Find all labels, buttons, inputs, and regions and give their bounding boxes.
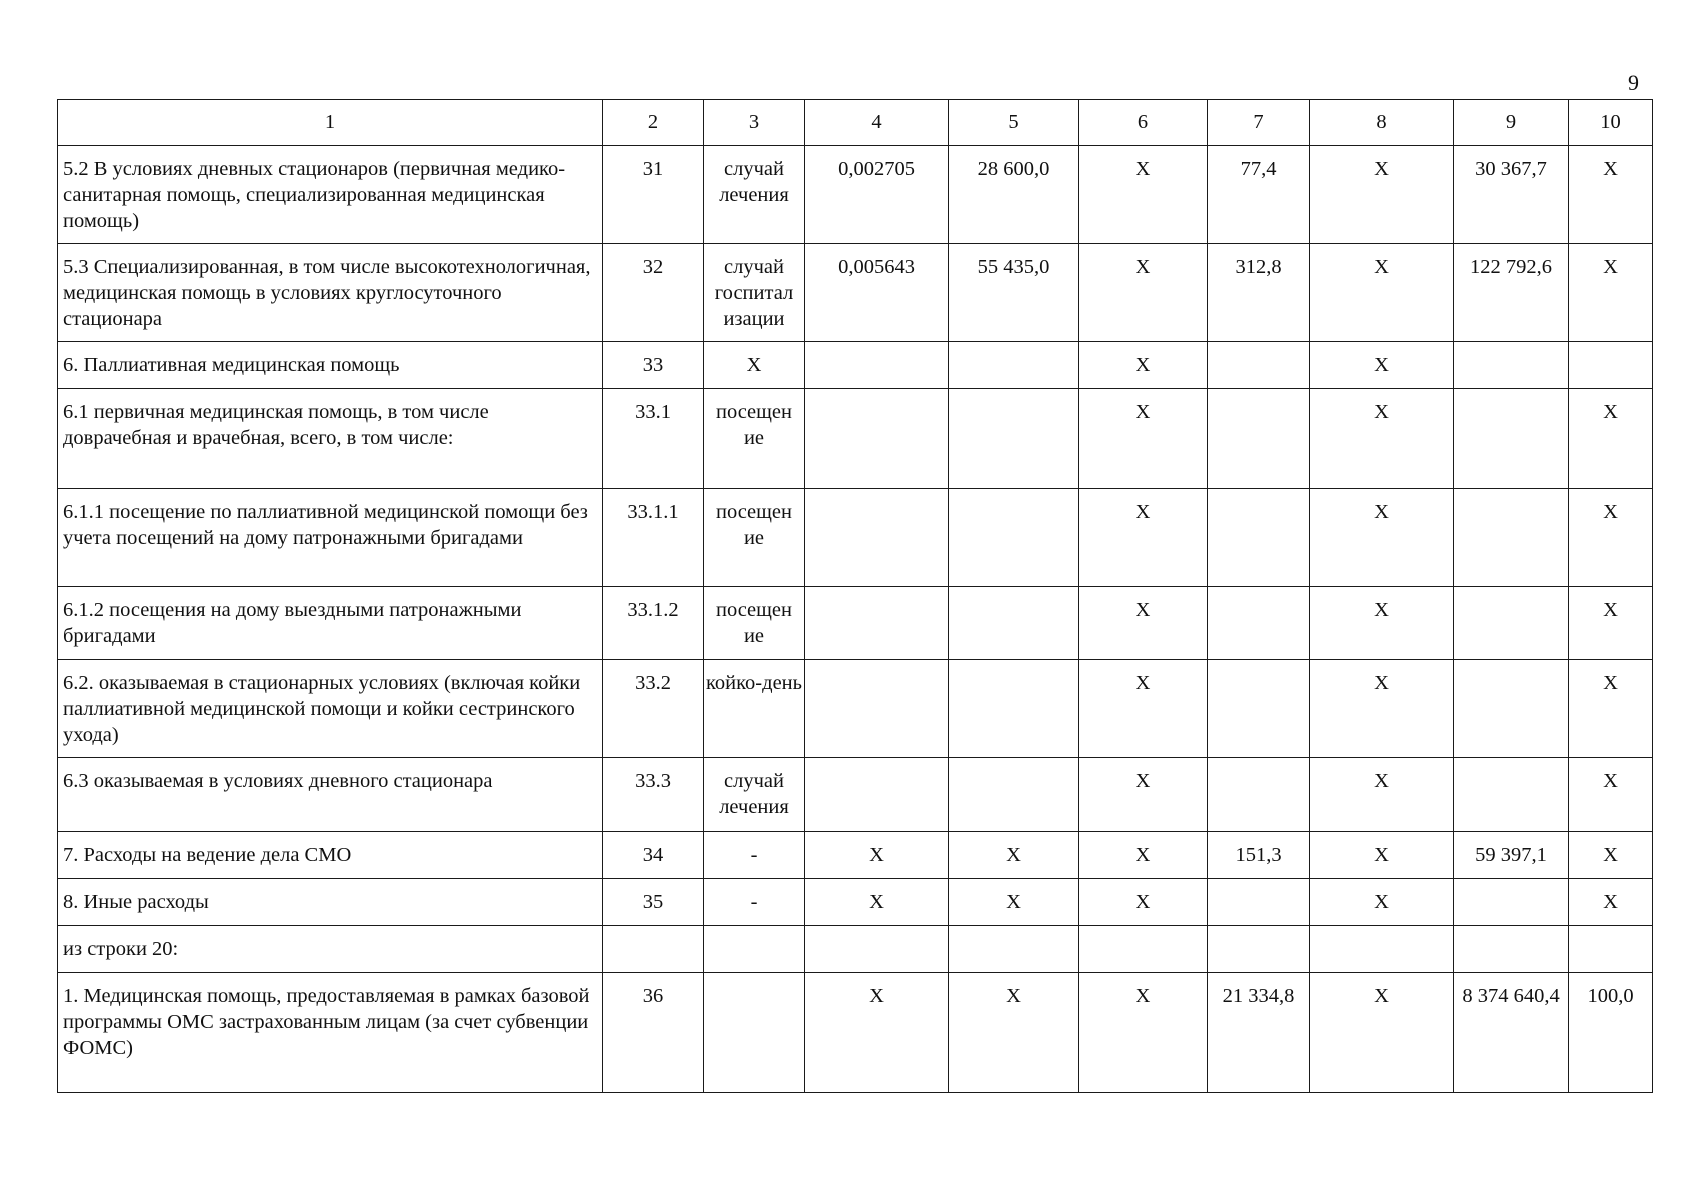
row-number: 33.3: [603, 758, 704, 832]
row-number: 33.1.2: [603, 587, 704, 660]
table-cell: Х: [1310, 342, 1454, 389]
table-cell: [1208, 587, 1310, 660]
table-row: [58, 926, 1653, 973]
row-label: 6.1.1 посещение по паллиативной медицинской помощи без учета посещений на дому патронажными бригадами: [58, 489, 603, 587]
table-cell: 0,002705: [805, 146, 949, 244]
table-cell: [949, 389, 1079, 489]
table-cell: 100,0: [1569, 973, 1653, 1093]
table-cell: [1208, 758, 1310, 832]
table-cell: [805, 758, 949, 832]
table-cell: [1454, 389, 1569, 489]
table-cell: Х: [1079, 146, 1208, 244]
table-cell: Х: [949, 879, 1079, 926]
unit-cell: -: [704, 879, 805, 926]
table-cell: Х: [1079, 879, 1208, 926]
row-label: 7. Расходы на ведение дела СМО: [58, 832, 603, 879]
row-label: 5.3 Специализированная, в том числе высокотехнологичная, медицинская помощь в условиях круглосуточного стационара: [58, 244, 603, 342]
table-cell: Х: [1310, 146, 1454, 244]
table-cell: Х: [1310, 489, 1454, 587]
row-label: 6.2. оказываемая в стационарных условиях (включая койки паллиативной медицинской помощи и койки сестринского ухода): [58, 660, 603, 758]
table-row: [58, 244, 1653, 342]
table-cell: [1310, 926, 1454, 973]
table-row: [58, 879, 1653, 926]
table-cell: 312,8: [1208, 244, 1310, 342]
table-cell: Х: [1079, 758, 1208, 832]
column-header-7: 7: [1208, 100, 1310, 146]
row-label: 8. Иные расходы: [58, 879, 603, 926]
table-row: [58, 389, 1653, 489]
table-cell: 122 792,6: [1454, 244, 1569, 342]
table-row: [58, 587, 1653, 660]
table-cell: Х: [1569, 832, 1653, 879]
header-row: [58, 100, 1653, 146]
column-header-10: 10: [1569, 100, 1653, 146]
table-cell: [1208, 342, 1310, 389]
row-number: [603, 926, 704, 973]
table-cell: 151,3: [1208, 832, 1310, 879]
table-cell: [1454, 758, 1569, 832]
table-cell: [1208, 489, 1310, 587]
column-header-6: 6: [1079, 100, 1208, 146]
table-cell: [805, 389, 949, 489]
row-number: 36: [603, 973, 704, 1093]
row-label: 6.1.2 посещения на дому выездными патронажными бригадами: [58, 587, 603, 660]
column-header-1: 1: [58, 100, 603, 146]
table-cell: [949, 926, 1079, 973]
table-cell: [805, 587, 949, 660]
table-cell: [1454, 587, 1569, 660]
table-cell: Х: [1079, 244, 1208, 342]
table-cell: Х: [1569, 758, 1653, 832]
unit-cell: случай госпитал изации: [704, 244, 805, 342]
table-cell: Х: [1569, 146, 1653, 244]
table-row: [58, 973, 1653, 1093]
column-header-2: 2: [603, 100, 704, 146]
table-cell: Х: [1569, 587, 1653, 660]
table-cell: Х: [1569, 489, 1653, 587]
table-cell: [1454, 879, 1569, 926]
row-label: 6.3 оказываемая в условиях дневного стационара: [58, 758, 603, 832]
unit-cell: [704, 926, 805, 973]
row-number: 33.2: [603, 660, 704, 758]
row-label: 6.1 первичная медицинская помощь, в том числе доврачебная и врачебная, всего, в том числе:: [58, 389, 603, 489]
table-cell: Х: [1079, 342, 1208, 389]
unit-cell: посещен ие: [704, 489, 805, 587]
row-label: 1. Медицинская помощь, предоставляемая в рамках базовой программы ОМС застрахованным лицам (за счет субвенции ФОМС): [58, 973, 603, 1093]
row-label: 6. Паллиативная медицинская помощь: [58, 342, 603, 389]
table-cell: [1208, 660, 1310, 758]
table-cell: [949, 660, 1079, 758]
table-cell: 0,005643: [805, 244, 949, 342]
unit-cell: Х: [704, 342, 805, 389]
table-cell: 8 374 640,4: [1454, 973, 1569, 1093]
table-cell: Х: [1079, 587, 1208, 660]
table-cell: [805, 660, 949, 758]
table-cell: Х: [1079, 832, 1208, 879]
table-row: [58, 758, 1653, 832]
table-cell: [949, 342, 1079, 389]
row-number: 33.1.1: [603, 489, 704, 587]
unit-cell: [704, 973, 805, 1093]
table-cell: [805, 926, 949, 973]
table-cell: [805, 489, 949, 587]
row-number: 35: [603, 879, 704, 926]
unit-cell: случай лечения: [704, 146, 805, 244]
table-cell: Х: [1569, 660, 1653, 758]
table-cell: [1569, 342, 1653, 389]
table-cell: [1079, 926, 1208, 973]
table-row: [58, 489, 1653, 587]
table-cell: [1454, 660, 1569, 758]
table-cell: Х: [805, 973, 949, 1093]
table-cell: 28 600,0: [949, 146, 1079, 244]
table-cell: Х: [1569, 389, 1653, 489]
table-cell: Х: [1310, 587, 1454, 660]
row-label: 5.2 В условиях дневных стационаров (первичная медико-санитарная помощь, специализированная медицинская помощь): [58, 146, 603, 244]
unit-cell: койко-день: [704, 660, 805, 758]
table-cell: [1569, 926, 1653, 973]
table-cell: 59 397,1: [1454, 832, 1569, 879]
table-cell: Х: [1310, 660, 1454, 758]
unit-cell: посещен ие: [704, 587, 805, 660]
table-cell: 55 435,0: [949, 244, 1079, 342]
table-cell: 21 334,8: [1208, 973, 1310, 1093]
column-header-5: 5: [949, 100, 1079, 146]
table-cell: [1454, 926, 1569, 973]
table-cell: [949, 587, 1079, 660]
table-cell: Х: [1079, 973, 1208, 1093]
table-cell: [1454, 342, 1569, 389]
table-cell: Х: [1310, 389, 1454, 489]
table-row: [58, 342, 1653, 389]
column-header-3: 3: [704, 100, 805, 146]
table-cell: [1208, 389, 1310, 489]
table-cell: [1454, 489, 1569, 587]
table-cell: Х: [805, 832, 949, 879]
table-cell: [949, 489, 1079, 587]
column-header-4: 4: [805, 100, 949, 146]
table-cell: Х: [949, 973, 1079, 1093]
row-number: 34: [603, 832, 704, 879]
table-cell: [1208, 879, 1310, 926]
column-header-8: 8: [1310, 100, 1454, 146]
table-cell: Х: [1569, 244, 1653, 342]
unit-cell: посещен ие: [704, 389, 805, 489]
table-cell: [1208, 926, 1310, 973]
row-label: из строки 20:: [58, 926, 603, 973]
table-cell: Х: [1079, 660, 1208, 758]
table-cell: Х: [805, 879, 949, 926]
table-cell: [949, 758, 1079, 832]
page-number: 9: [1628, 70, 1639, 95]
table-cell: Х: [1310, 879, 1454, 926]
column-header-9: 9: [1454, 100, 1569, 146]
table-cell: Х: [1310, 758, 1454, 832]
table-cell: 77,4: [1208, 146, 1310, 244]
row-number: 33.1: [603, 389, 704, 489]
row-number: 31: [603, 146, 704, 244]
table-cell: Х: [949, 832, 1079, 879]
table-cell: Х: [1310, 832, 1454, 879]
row-number: 32: [603, 244, 704, 342]
table-cell: 30 367,7: [1454, 146, 1569, 244]
table-cell: Х: [1569, 879, 1653, 926]
table-cell: Х: [1079, 489, 1208, 587]
unit-cell: -: [704, 832, 805, 879]
table-row: [58, 146, 1653, 244]
unit-cell: случай лечения: [704, 758, 805, 832]
row-number: 33: [603, 342, 704, 389]
table-row: [58, 660, 1653, 758]
table-cell: Х: [1310, 244, 1454, 342]
table-cell: Х: [1310, 973, 1454, 1093]
table-cell: Х: [1079, 389, 1208, 489]
cost-table: [57, 99, 1653, 1093]
table-cell: [805, 342, 949, 389]
table-row: [58, 832, 1653, 879]
